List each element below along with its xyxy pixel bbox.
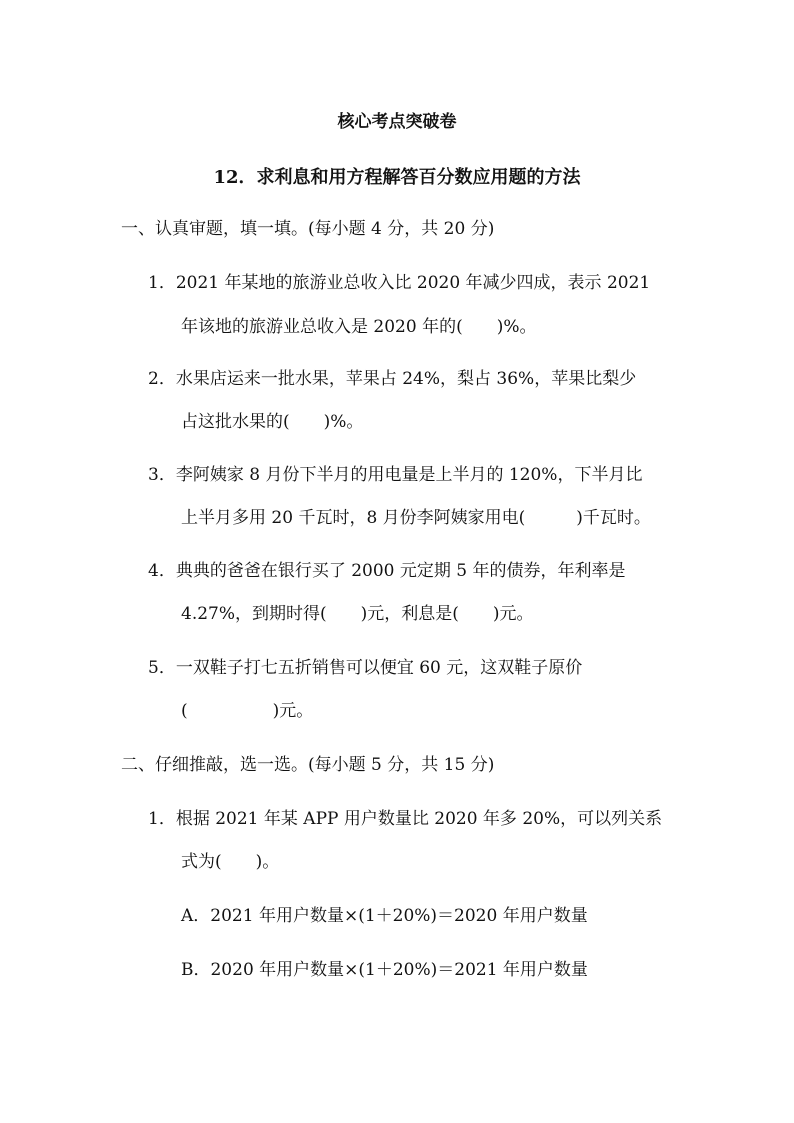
question-1-1-line-1: 1．2021 年某地的旅游业总收入比 2020 年减少四成，表示 2021 <box>148 273 651 293</box>
question-2-1-line-2: 式为( )。 <box>181 852 280 872</box>
question-2-1-option-b: B．2020 年用户数量×(1＋20%)＝2021 年用户数量 <box>181 960 588 980</box>
page-title: 核心考点突破卷 <box>337 112 457 132</box>
question-2-1-option-a: A．2021 年用户数量×(1＋20%)＝2020 年用户数量 <box>181 906 588 926</box>
question-1-3-line-2: 上半月多用 20 千瓦时，8 月份李阿姨家用电( )千瓦时。 <box>181 508 651 528</box>
question-1-2-line-2: 占这批水果的( )%。 <box>181 412 364 432</box>
page-subtitle: 12．求利息和用方程解答百分数应用题的方法 <box>213 167 581 188</box>
question-1-1-line-2: 年该地的旅游业总收入是 2020 年的( )%。 <box>181 317 537 337</box>
question-2-1-line-1: 1．根据 2021 年某 APP 用户数量比 2020 年多 20%，可以列关系 <box>148 809 663 829</box>
question-1-5-line-2: ( )元。 <box>181 701 314 721</box>
question-1-3-line-1: 3．李阿姨家 8 月份下半月的用电量是上半月的 120%，下半月比 <box>148 465 643 485</box>
question-1-2-line-1: 2．水果店运来一批水果，苹果占 24%，梨占 36%，苹果比梨少 <box>148 369 637 389</box>
section-2-heading: 二、仔细推敲，选一选。(每小题 5 分，共 15 分) <box>121 755 495 775</box>
question-1-5-line-1: 5．一双鞋子打七五折销售可以便宜 60 元，这双鞋子原价 <box>148 658 583 678</box>
question-1-4-line-2: 4.27%，到期时得( )元，利息是( )元。 <box>181 604 534 624</box>
question-1-4-line-1: 4．典典的爸爸在银行买了 2000 元定期 5 年的债券，年利率是 <box>148 561 626 581</box>
section-1-heading: 一、认真审题，填一填。(每小题 4 分，共 20 分) <box>121 219 495 239</box>
